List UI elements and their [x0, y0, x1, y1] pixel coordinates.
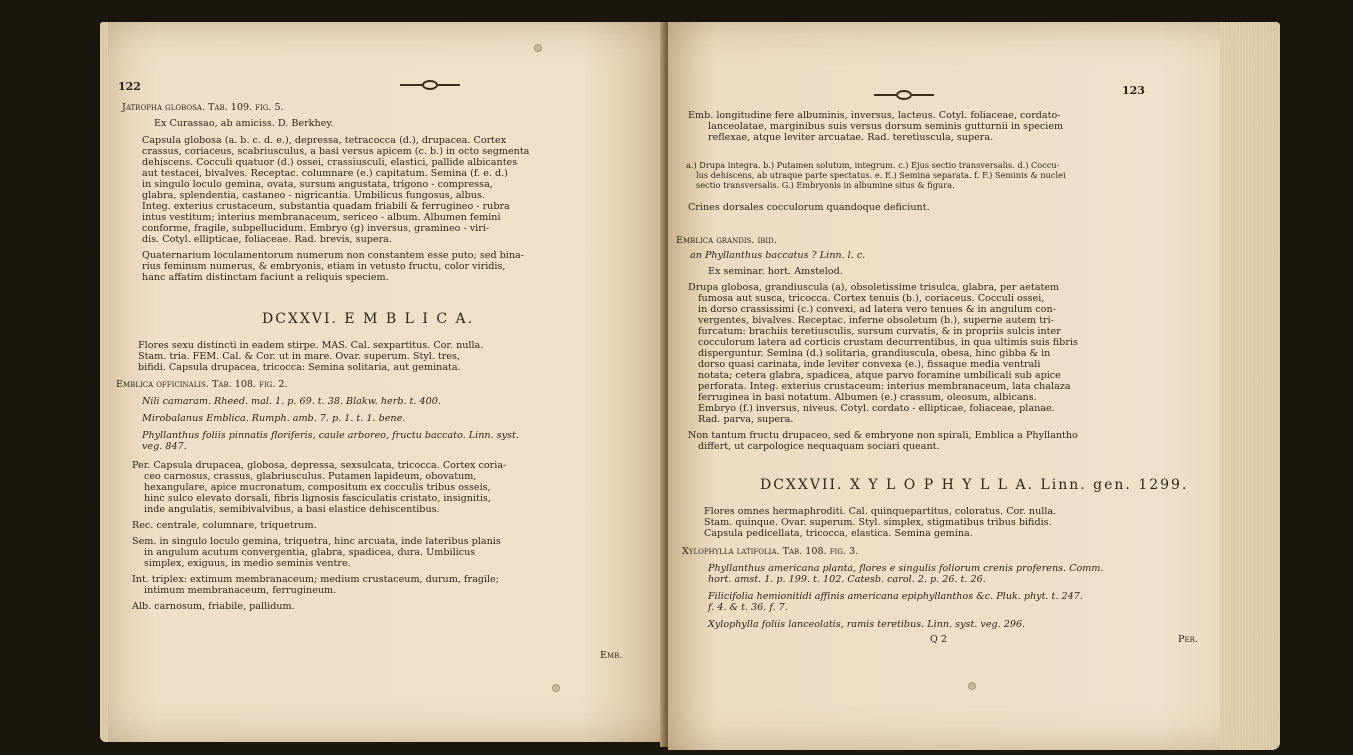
right-line: Non tantum fructu drupaceo, sed & embryone non spirali, Emblica a Phyllantho	[688, 430, 1078, 441]
left-line: Capsula globosa (a. b. c. d. e.), depressa, tetracocca (d.), drupacea. Cortex	[142, 135, 507, 146]
right-line: Emb. longitudine fere albuminis, inversus, lacteus. Cotyl. foliaceae, cordato-	[688, 110, 1061, 121]
left-page-number: 122	[118, 80, 141, 93]
right-line: Xylophylla latifolia. Tab. 108. fig. 3.	[682, 546, 859, 557]
right-line: an Phyllanthus baccatus ? Linn. l. c.	[690, 250, 866, 261]
figure-caption-line: lus dehiscens, ab utraque parte spectatus. e. E.) Semina separata. f. F.) Seminis & nuclei	[696, 170, 1066, 180]
right-page-edge	[1220, 22, 1280, 750]
left-line: intimum membranaceum, ferrugineum.	[144, 585, 337, 596]
header-ornament-icon	[400, 80, 460, 90]
left-line: Quaternarium loculamentorum numerum non constantem esse puto; sed bina-	[142, 250, 524, 261]
left-line: glabra, splendentia, castaneo - nigricantia. Umbilicus fungosus, albus.	[142, 190, 485, 201]
right-line: Emblica grandis. ibid.	[676, 235, 777, 246]
left-line: conforme, fragile, subpellucidum. Embryo (g) inversus, gramineo - viri-	[142, 223, 490, 234]
right-line: Stam. quinque. Ovar. superum. Styl. simplex, stigmatibus tribus bifidis.	[704, 517, 1052, 528]
left-catchword: Emb.	[600, 650, 623, 661]
left-line: in angulum acutum convergentia, glabra, spadicea, dura. Umbilicus	[144, 547, 476, 558]
left-line: hanc affatim distinctam faciunt a reliquis speciem.	[142, 272, 389, 283]
right-line: Rad. parva, supera.	[698, 414, 794, 425]
left-line: Int. triplex: extimum membranaceum; medium crustaceum, durum, fragile;	[132, 574, 499, 585]
left-line: in singulo loculo gemina, ovata, sursum angustata, trigono - compressa,	[142, 179, 493, 190]
right-line: Crines dorsales cocculorum quandoque deficiunt.	[688, 202, 930, 213]
left-line: hinc sulco elevato dorsali, fibris lignosis fasciculatis cristato, insignitis,	[144, 493, 491, 504]
left-line: aut testacei, bivalves. Receptac. columnare (e.) capitatum. Semina (f. e. d.)	[142, 168, 508, 179]
right-line: dorso quasi carinata, inde leviter convexa (e.), fissaque media ventrali	[698, 359, 1041, 370]
left-line: simplex, exiguus, in medio seminis ventre.	[144, 558, 351, 569]
left-line: Rec. centrale, columnare, triquetrum.	[132, 520, 317, 531]
paper-spot-icon	[552, 684, 560, 692]
right-line: cocculorum latera ad corticis crustam decurrentibus, in qua ultimis suis fibris	[698, 337, 1078, 348]
right-line: furcatum: brachiis teretiusculis, sursum curvatis, & in propriis sulcis inter	[698, 326, 1061, 337]
figure-caption-line: a.) Drupa integra. b.) Putamen solutum, integrum. c.) Ejus sectio transversalis. d.) Coccu-	[686, 160, 1060, 170]
left-line: veg. 847.	[142, 441, 187, 452]
right-line: vergentes, bivalves. Receptac. inferne obsoletum (b.), superne autem tri-	[698, 315, 1054, 326]
section-heading-xylophylla: DCXXVII. X Y L O P H Y L L A. Linn. gen. 1299.	[760, 477, 1189, 493]
left-line: Jatropha globosa. Tab. 109. fig. 5.	[122, 102, 284, 113]
left-line: inde angulatis, semibivalvibus, a basi elastice dehiscentibus.	[144, 504, 440, 515]
right-line: notata; cetera glabra, spadicea, atque parvo foramine umbilicali sub apice	[698, 370, 1061, 381]
section-heading-emblica: DCXXVI. E M B L I C A.	[262, 311, 475, 327]
right-line: reflexae, atque leviter arcuatae. Rad. teretiuscula, supera.	[708, 132, 994, 143]
right-catchword: Per.	[1178, 634, 1198, 645]
right-line: ferruginea in basi notatum. Albumen (e.) crassum, oleosum, albicans.	[698, 392, 1037, 403]
right-line: Filicifolia hemionitidi affinis americana epiphyllanthos &c. Pluk. phyt. t. 247.	[708, 591, 1083, 602]
left-line: Alb. carnosum, friabile, pallidum.	[132, 601, 295, 612]
left-line: intus vestitum; interius membranaceum, sericeo - album. Albumen femini	[142, 212, 501, 223]
right-line: lanceolatae, marginibus suis versus dorsum seminis gutturnii in speciem	[708, 121, 1064, 132]
right-line: differt, ut carpologice nequaquam sociari queant.	[698, 441, 940, 452]
right-line: in dorso crassissimi (c.) convexi, ad latera vero tenues & in angulum con-	[698, 304, 1056, 315]
left-line: Integ. exterius crustaceum, substantia quadam friabili & ferrugineo - rubra	[142, 201, 510, 212]
right-line: Ex seminar. hort. Amstelod.	[708, 266, 843, 277]
left-line: Ex Curassao, ab amiciss. D. Berkhey.	[154, 118, 334, 129]
left-line: Mirobalanus Emblica. Rumph. amb. 7. p. 1. t. 1. bene.	[142, 413, 406, 424]
left-line: Per. Capsula drupacea, globosa, depressa, sexsulcata, tricocca. Cortex coria-	[132, 460, 507, 471]
right-line: Phyllanthus americana planta, flores e singulis foliorum crenis proferens. Comm.	[708, 563, 1104, 574]
right-line: Embryo (f.) inversus, niveus. Cotyl. cordato - ellipticae, foliaceae, planae.	[698, 403, 1055, 414]
right-line: perforata. Integ. exterius crustaceum: interius membranaceum, lata chalaza	[698, 381, 1071, 392]
paper-spot-icon	[534, 44, 542, 52]
header-ornament-icon	[874, 90, 934, 100]
left-line: Emblica officinalis. Tab. 108. fig. 2.	[116, 379, 288, 390]
left-line: Flores sexu distincti in eadem stirpe. MAS. Cal. sexpartitus. Cor. nulla.	[138, 340, 484, 351]
left-line: Sem. in singulo loculo gemina, triquetra, hinc arcuata, inde lateribus planis	[132, 536, 501, 547]
left-line: dis. Cotyl. ellipticae, foliaceae. Rad. brevis, supera.	[142, 234, 392, 245]
right-line: Flores omnes hermaphroditi. Cal. quinquepartitus, coloratus. Cor. nulla.	[704, 506, 1057, 517]
right-line: Xylophylla foliis lanceolatis, ramis teretibus. Linn. syst. veg. 296.	[708, 619, 1026, 630]
right-page	[668, 22, 1280, 750]
left-page-edge	[100, 22, 108, 742]
left-line: hexangulare, apice mucronatum, compositum ex cocculis tribus osseis,	[144, 482, 491, 493]
left-page	[100, 22, 666, 742]
right-line: disperguntur. Semina (d.) solitaria, grandiuscula, obesa, hinc gibba & in	[698, 348, 1051, 359]
right-page-number: 123	[1122, 84, 1145, 97]
right-line: Drupa globosa, grandiuscula (a), obsoletissime trisulca, glabra, per aetatem	[688, 282, 1060, 293]
right-line: f. 4. & t. 36. f. 7.	[708, 602, 788, 613]
left-line: crassus, coriaceus, scabriusculus, a basi versus apicem (c. b.) in octo segmenta	[142, 146, 530, 157]
left-line: Phyllanthus foliis pinnatis floriferis, caule arboreo, fructu baccato. Linn. syst.	[142, 430, 519, 441]
left-line: ceo carnosus, crassus, glabriusculus. Putamen lapideum, obovatum,	[144, 471, 477, 482]
right-line: fumosa aut susca, tricocca. Cortex tenuis (b.), coriaceus. Cocculi ossei,	[698, 293, 1045, 304]
right-line: Capsula pedicellata, tricocca, elastica. Semina gemina.	[704, 528, 973, 539]
left-line: bifidi. Capsula drupacea, tricocca: Semina solitaria, aut geminata.	[138, 362, 461, 373]
figure-caption-line: sectio transversalis. G.) Embryonis in albumine situs & figura.	[696, 180, 955, 190]
left-line: dehiscens. Cocculi quatuor (d.) ossei, crassiusculi, elastici, pallide albicantes	[142, 157, 518, 168]
left-line: Stam. tria. FEM. Cal. & Cor. ut in mare. Ovar. superum. Styl. tres,	[138, 351, 461, 362]
right-line: hort. amst. 1. p. 199. t. 102. Catesb. carol. 2. p. 26. t. 26.	[708, 574, 986, 585]
paper-spot-icon	[968, 682, 976, 690]
left-line: Nili camaram. Rheed. mal. 1. p. 69. t. 38. Blakw. herb. t. 400.	[142, 396, 441, 407]
left-line: rius feminum numerus, & embryonis, etiam in vetusto fructu, color viridis,	[142, 261, 506, 272]
signature-mark: Q 2	[930, 634, 948, 645]
